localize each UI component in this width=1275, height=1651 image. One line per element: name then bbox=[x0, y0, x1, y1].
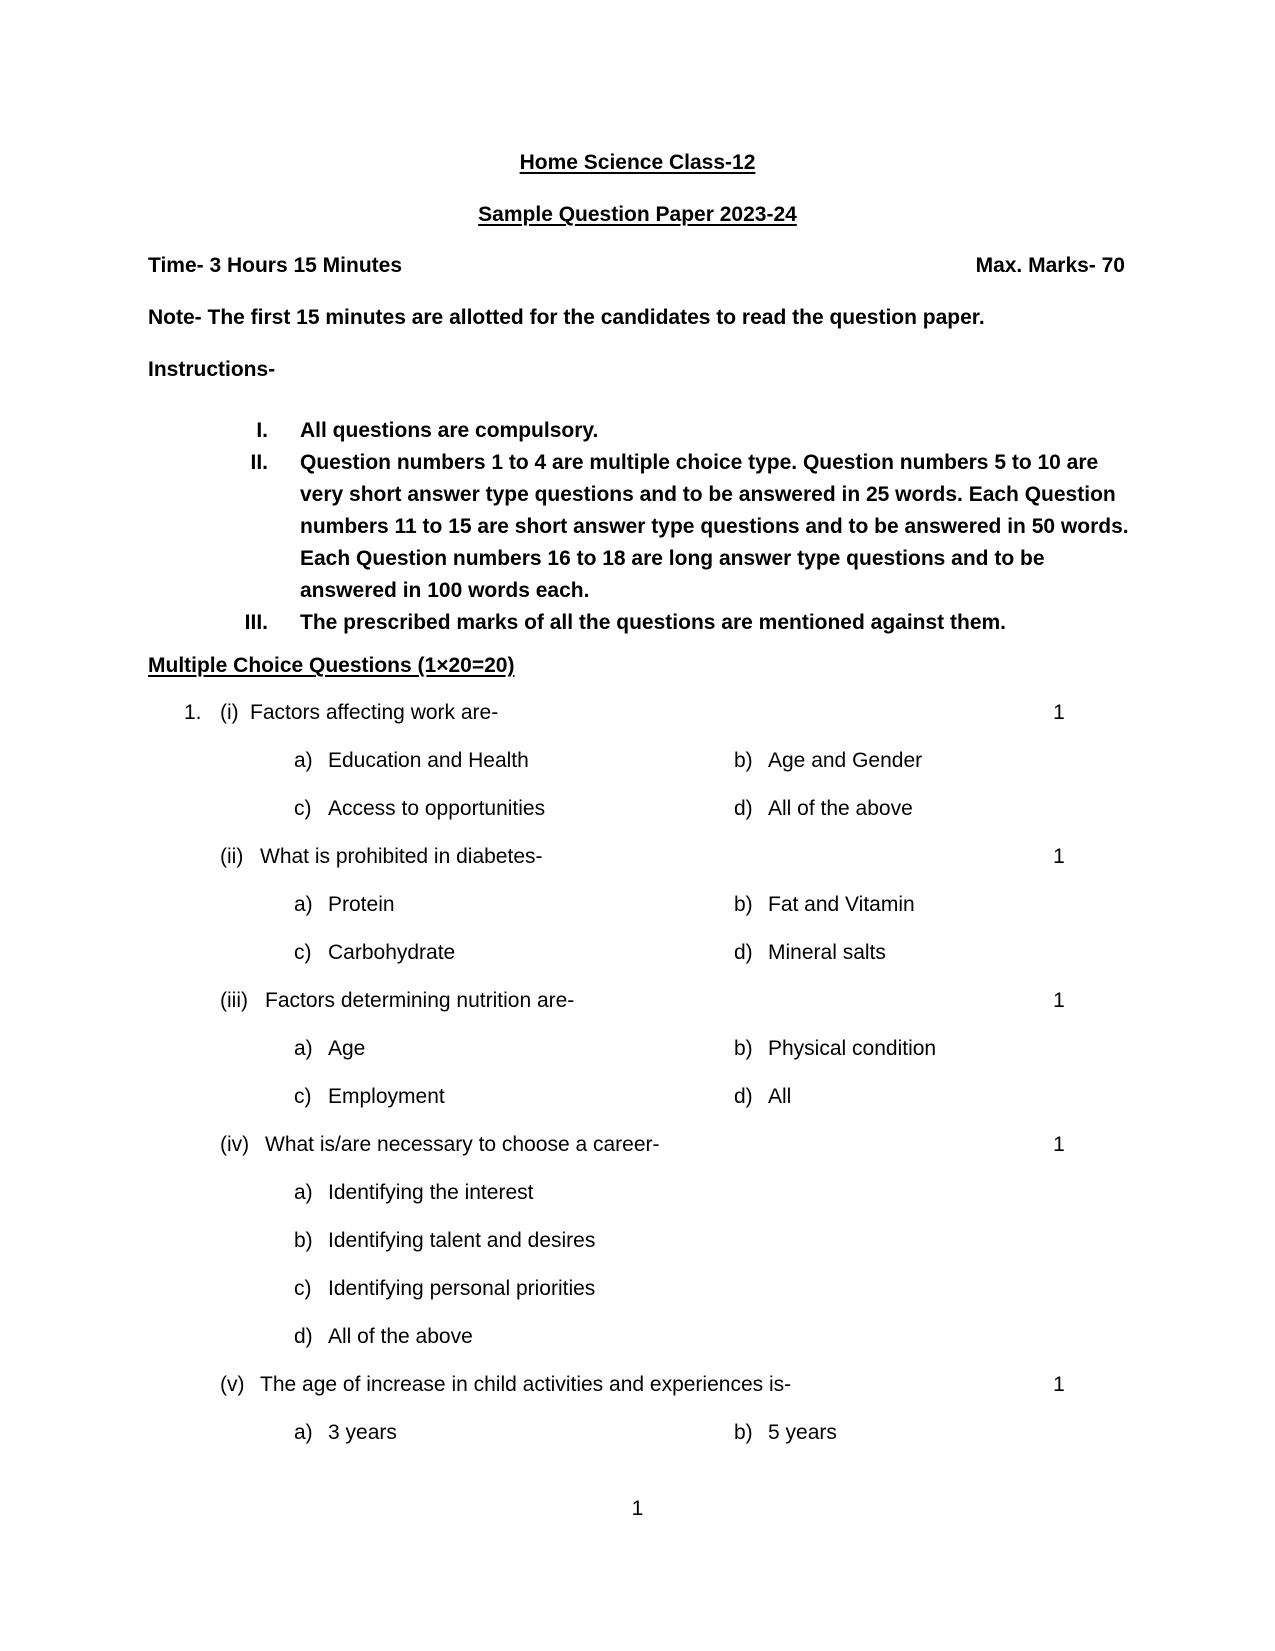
option-text: Age and Gender bbox=[768, 749, 923, 772]
option-text: All bbox=[768, 1085, 792, 1108]
option-text: All of the above bbox=[768, 797, 913, 820]
option-text: 3 years bbox=[328, 1421, 397, 1444]
question-iv-option-d bbox=[294, 1326, 473, 1347]
question-i-option-c bbox=[294, 798, 545, 819]
question-ii-option-a bbox=[294, 894, 395, 915]
option-text: Identifying personal priorities bbox=[328, 1277, 596, 1300]
option-text: Identifying talent and desires bbox=[328, 1229, 596, 1252]
option-label: b) bbox=[734, 1037, 753, 1060]
question-iii-option-a bbox=[294, 1038, 365, 1059]
option-text: Physical condition bbox=[768, 1037, 937, 1060]
question-main-number: 1. bbox=[184, 701, 202, 724]
page-number: 1 bbox=[631, 1497, 644, 1520]
question-iii-option-c bbox=[294, 1086, 445, 1107]
instruction-text: The prescribed marks of all the questions are mentioned against them. bbox=[300, 611, 1007, 634]
option-label: d) bbox=[734, 797, 753, 820]
instructions-heading: Instructions- bbox=[148, 358, 276, 381]
option-text: 5 years bbox=[768, 1421, 837, 1444]
option-label: a) bbox=[294, 893, 313, 916]
question-iii-number: (iii) bbox=[220, 989, 248, 1012]
question-iii-option-d bbox=[734, 1086, 791, 1107]
question-iv-option-b bbox=[294, 1230, 595, 1251]
option-label: d) bbox=[734, 1085, 753, 1108]
question-iv-option-c bbox=[294, 1278, 595, 1299]
instruction-item bbox=[230, 415, 1130, 447]
instruction-item bbox=[230, 607, 1130, 639]
paper-title: Home Science Class-12 bbox=[519, 151, 756, 174]
question-v-marks: 1 bbox=[1053, 1373, 1065, 1396]
question-i-option-b bbox=[734, 750, 922, 771]
question-i-option-a bbox=[294, 750, 529, 771]
option-label: a) bbox=[294, 1181, 313, 1204]
question-ii-marks: 1 bbox=[1053, 845, 1065, 868]
question-v-option-b bbox=[734, 1422, 837, 1443]
paper-subtitle: Sample Question Paper 2023-24 bbox=[478, 203, 797, 226]
option-text: Age bbox=[328, 1037, 366, 1060]
instruction-number: II. bbox=[250, 451, 268, 474]
option-label: a) bbox=[294, 749, 313, 772]
option-label: d) bbox=[294, 1325, 313, 1348]
max-marks: Max. Marks- 70 bbox=[975, 254, 1125, 277]
question-ii-option-c bbox=[294, 942, 455, 963]
option-text: Access to opportunities bbox=[328, 797, 546, 820]
question-iv-marks: 1 bbox=[1053, 1133, 1065, 1156]
time-allowed: Time- 3 Hours 15 Minutes bbox=[148, 254, 403, 277]
question-iii-marks: 1 bbox=[1053, 989, 1065, 1012]
question-ii-number: (ii) bbox=[220, 845, 244, 868]
option-text: Protein bbox=[328, 893, 395, 916]
question-v-number: (v) bbox=[220, 1373, 245, 1396]
question-iii-text: Factors determining nutrition are- bbox=[265, 989, 575, 1012]
question-iv-text: What is/are necessary to choose a career- bbox=[265, 1133, 660, 1156]
instruction-item bbox=[230, 447, 1130, 607]
question-i-text: Factors affecting work are- bbox=[250, 701, 499, 724]
question-ii-option-d bbox=[734, 942, 886, 963]
question-v-text: The age of increase in child activities and experiences is- bbox=[260, 1373, 792, 1396]
option-label: a) bbox=[294, 1421, 313, 1444]
section-heading-mcq: Multiple Choice Questions (1×20=20) bbox=[148, 654, 515, 677]
option-text: Education and Health bbox=[328, 749, 529, 772]
instruction-number: III. bbox=[244, 611, 268, 634]
option-text: Employment bbox=[328, 1085, 445, 1108]
option-label: c) bbox=[294, 797, 312, 820]
question-i-option-d bbox=[734, 798, 913, 819]
instruction-text: Question numbers 1 to 4 are multiple choice type. Question numbers 5 to 10 are very short answer type questions and to be answered in 25 words. Each Question numbers 11 to 15 are short answer type questions and to be answered in 50 words. Each Question numbers 16 to 18 are long answer type questions and to be answered in 100 words each. bbox=[300, 451, 1129, 602]
question-ii-text: What is prohibited in diabetes- bbox=[260, 845, 543, 868]
option-label: a) bbox=[294, 1037, 313, 1060]
option-label: b) bbox=[294, 1229, 313, 1252]
option-label: b) bbox=[734, 893, 753, 916]
option-label: b) bbox=[734, 1421, 753, 1444]
question-i-number: (i) bbox=[220, 701, 239, 724]
option-label: b) bbox=[734, 749, 753, 772]
instruction-text: All questions are compulsory. bbox=[300, 419, 599, 442]
option-label: c) bbox=[294, 941, 312, 964]
option-text: All of the above bbox=[328, 1325, 473, 1348]
question-iv-option-a bbox=[294, 1182, 533, 1203]
option-label: c) bbox=[294, 1277, 312, 1300]
question-ii-option-b bbox=[734, 894, 915, 915]
question-v-option-a bbox=[294, 1422, 397, 1443]
instructions-list bbox=[230, 415, 1130, 639]
option-text: Carbohydrate bbox=[328, 941, 456, 964]
reading-time-note: Note- The first 15 minutes are allotted for the candidates to read the question paper. bbox=[148, 306, 985, 329]
question-iv-number: (iv) bbox=[220, 1133, 250, 1156]
option-text: Fat and Vitamin bbox=[768, 893, 915, 916]
option-label: c) bbox=[294, 1085, 312, 1108]
question-iii-option-b bbox=[734, 1038, 936, 1059]
option-label: d) bbox=[734, 941, 753, 964]
option-text: Identifying the interest bbox=[328, 1181, 534, 1204]
instruction-number: I. bbox=[256, 419, 268, 442]
option-text: Mineral salts bbox=[768, 941, 886, 964]
question-i-marks: 1 bbox=[1053, 701, 1065, 724]
